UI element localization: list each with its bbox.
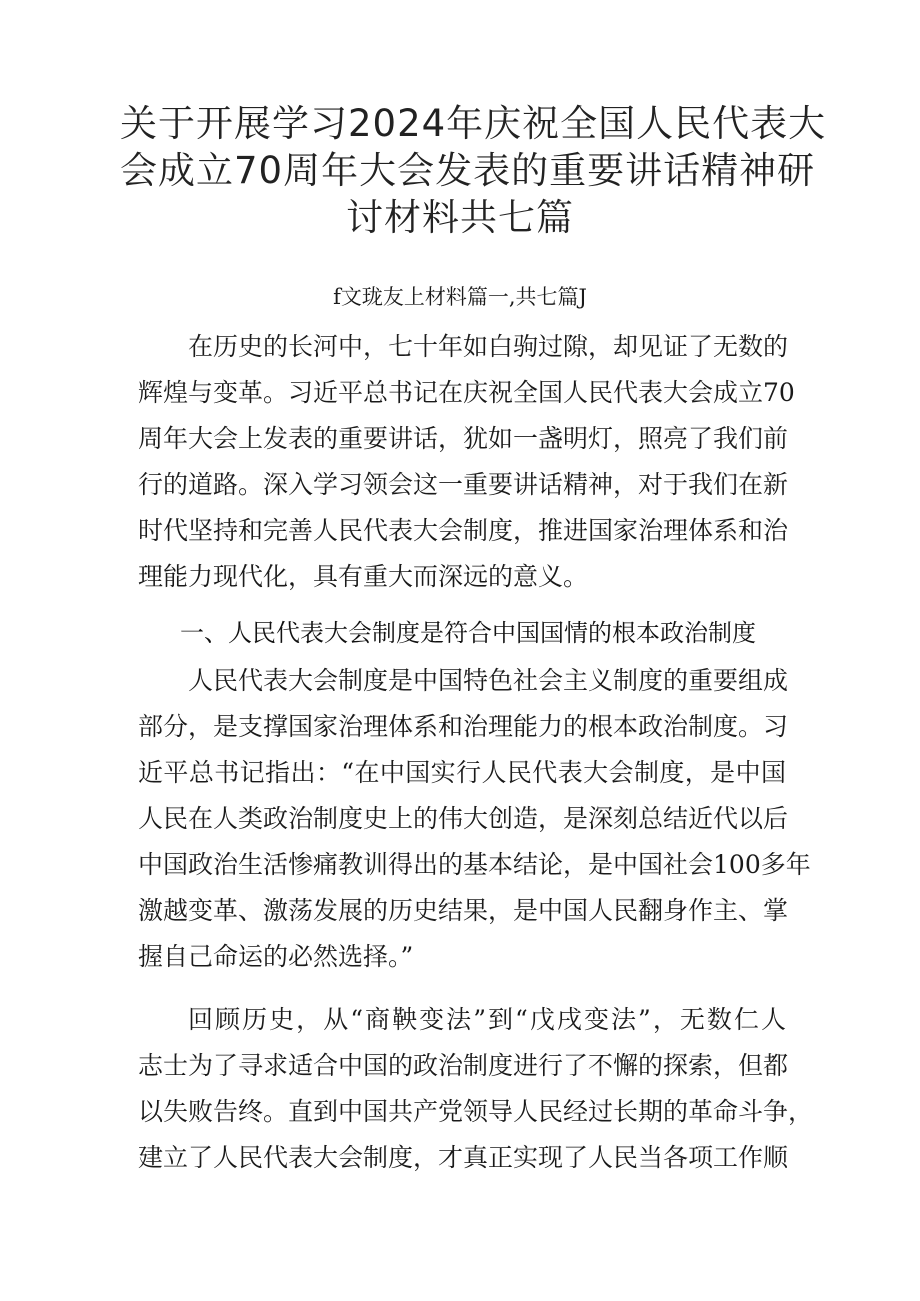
paragraph-line: 以失败告终。直到中国共产党领导人民经过长期的革命斗争， [138,1097,814,1126]
paragraph-line: 回顾历史，从“商鞅变法”到“戊戌变法”，无数仁人 [188,1005,786,1034]
paragraph-line: 人民在人类政治制度史上的伟大创造，是深刻总结近代以后 [138,804,789,833]
paragraph-line: 志士为了寻求适合中国的政治制度进行了不懈的探索，但都 [138,1051,789,1080]
paragraph-line: 握自己命运的必然选择。” [138,942,414,971]
paragraph-line: 周年大会上发表的重要讲话，犹如一盏明灯，照亮了我们前 [138,424,789,453]
paragraph-line: 在历史的长河中，七十年如白驹过隙，却见证了无数的 [188,332,789,361]
title-line: 讨材料共七篇 [346,196,574,239]
title-line: 关于开展学习2024年庆祝全国人民代表大 [120,102,827,145]
paragraph-line: 理能力现代化，具有重大而深远的意义。 [138,562,589,591]
paragraph-line: 中国政治生活惨痛教训得出的基本结论，是中国社会100多年 [138,850,811,879]
document-title [120,100,827,241]
paragraph-line: 建立了人民代表大会制度，才真正实现了人民当各项工作顺 [138,1143,789,1172]
paragraph-line: 部分，是支撑国家治理体系和治理能力的根本政治制度。习 [138,712,789,741]
paragraph-line: 近平总书记指出：“在中国实行人民代表大会制度，是中国 [138,758,786,787]
paragraph-line: 辉煌与变革。习近平总书记在庆祝全国人民代表大会成立70 [138,378,795,407]
title-line: 会成立70周年大会发表的重要讲话精神研 [120,149,816,192]
section-heading: 一、人民代表大会制度是符合中国国情的根本政治制度 [180,619,756,647]
paragraph-line: 时代坚持和完善人民代表大会制度，推进国家治理体系和治 [138,516,789,545]
document-subtitle: f文珑友上材料篇一,共七篇J [333,285,587,309]
paragraph-line: 激越变革、激荡发展的历史结果，是中国人民翻身作主、掌 [138,896,789,925]
paragraph-line: 行的道路。深入学习领会这一重要讲话精神，对于我们在新 [138,470,789,499]
paragraph-line: 人民代表大会制度是中国特色社会主义制度的重要组成 [188,666,789,695]
